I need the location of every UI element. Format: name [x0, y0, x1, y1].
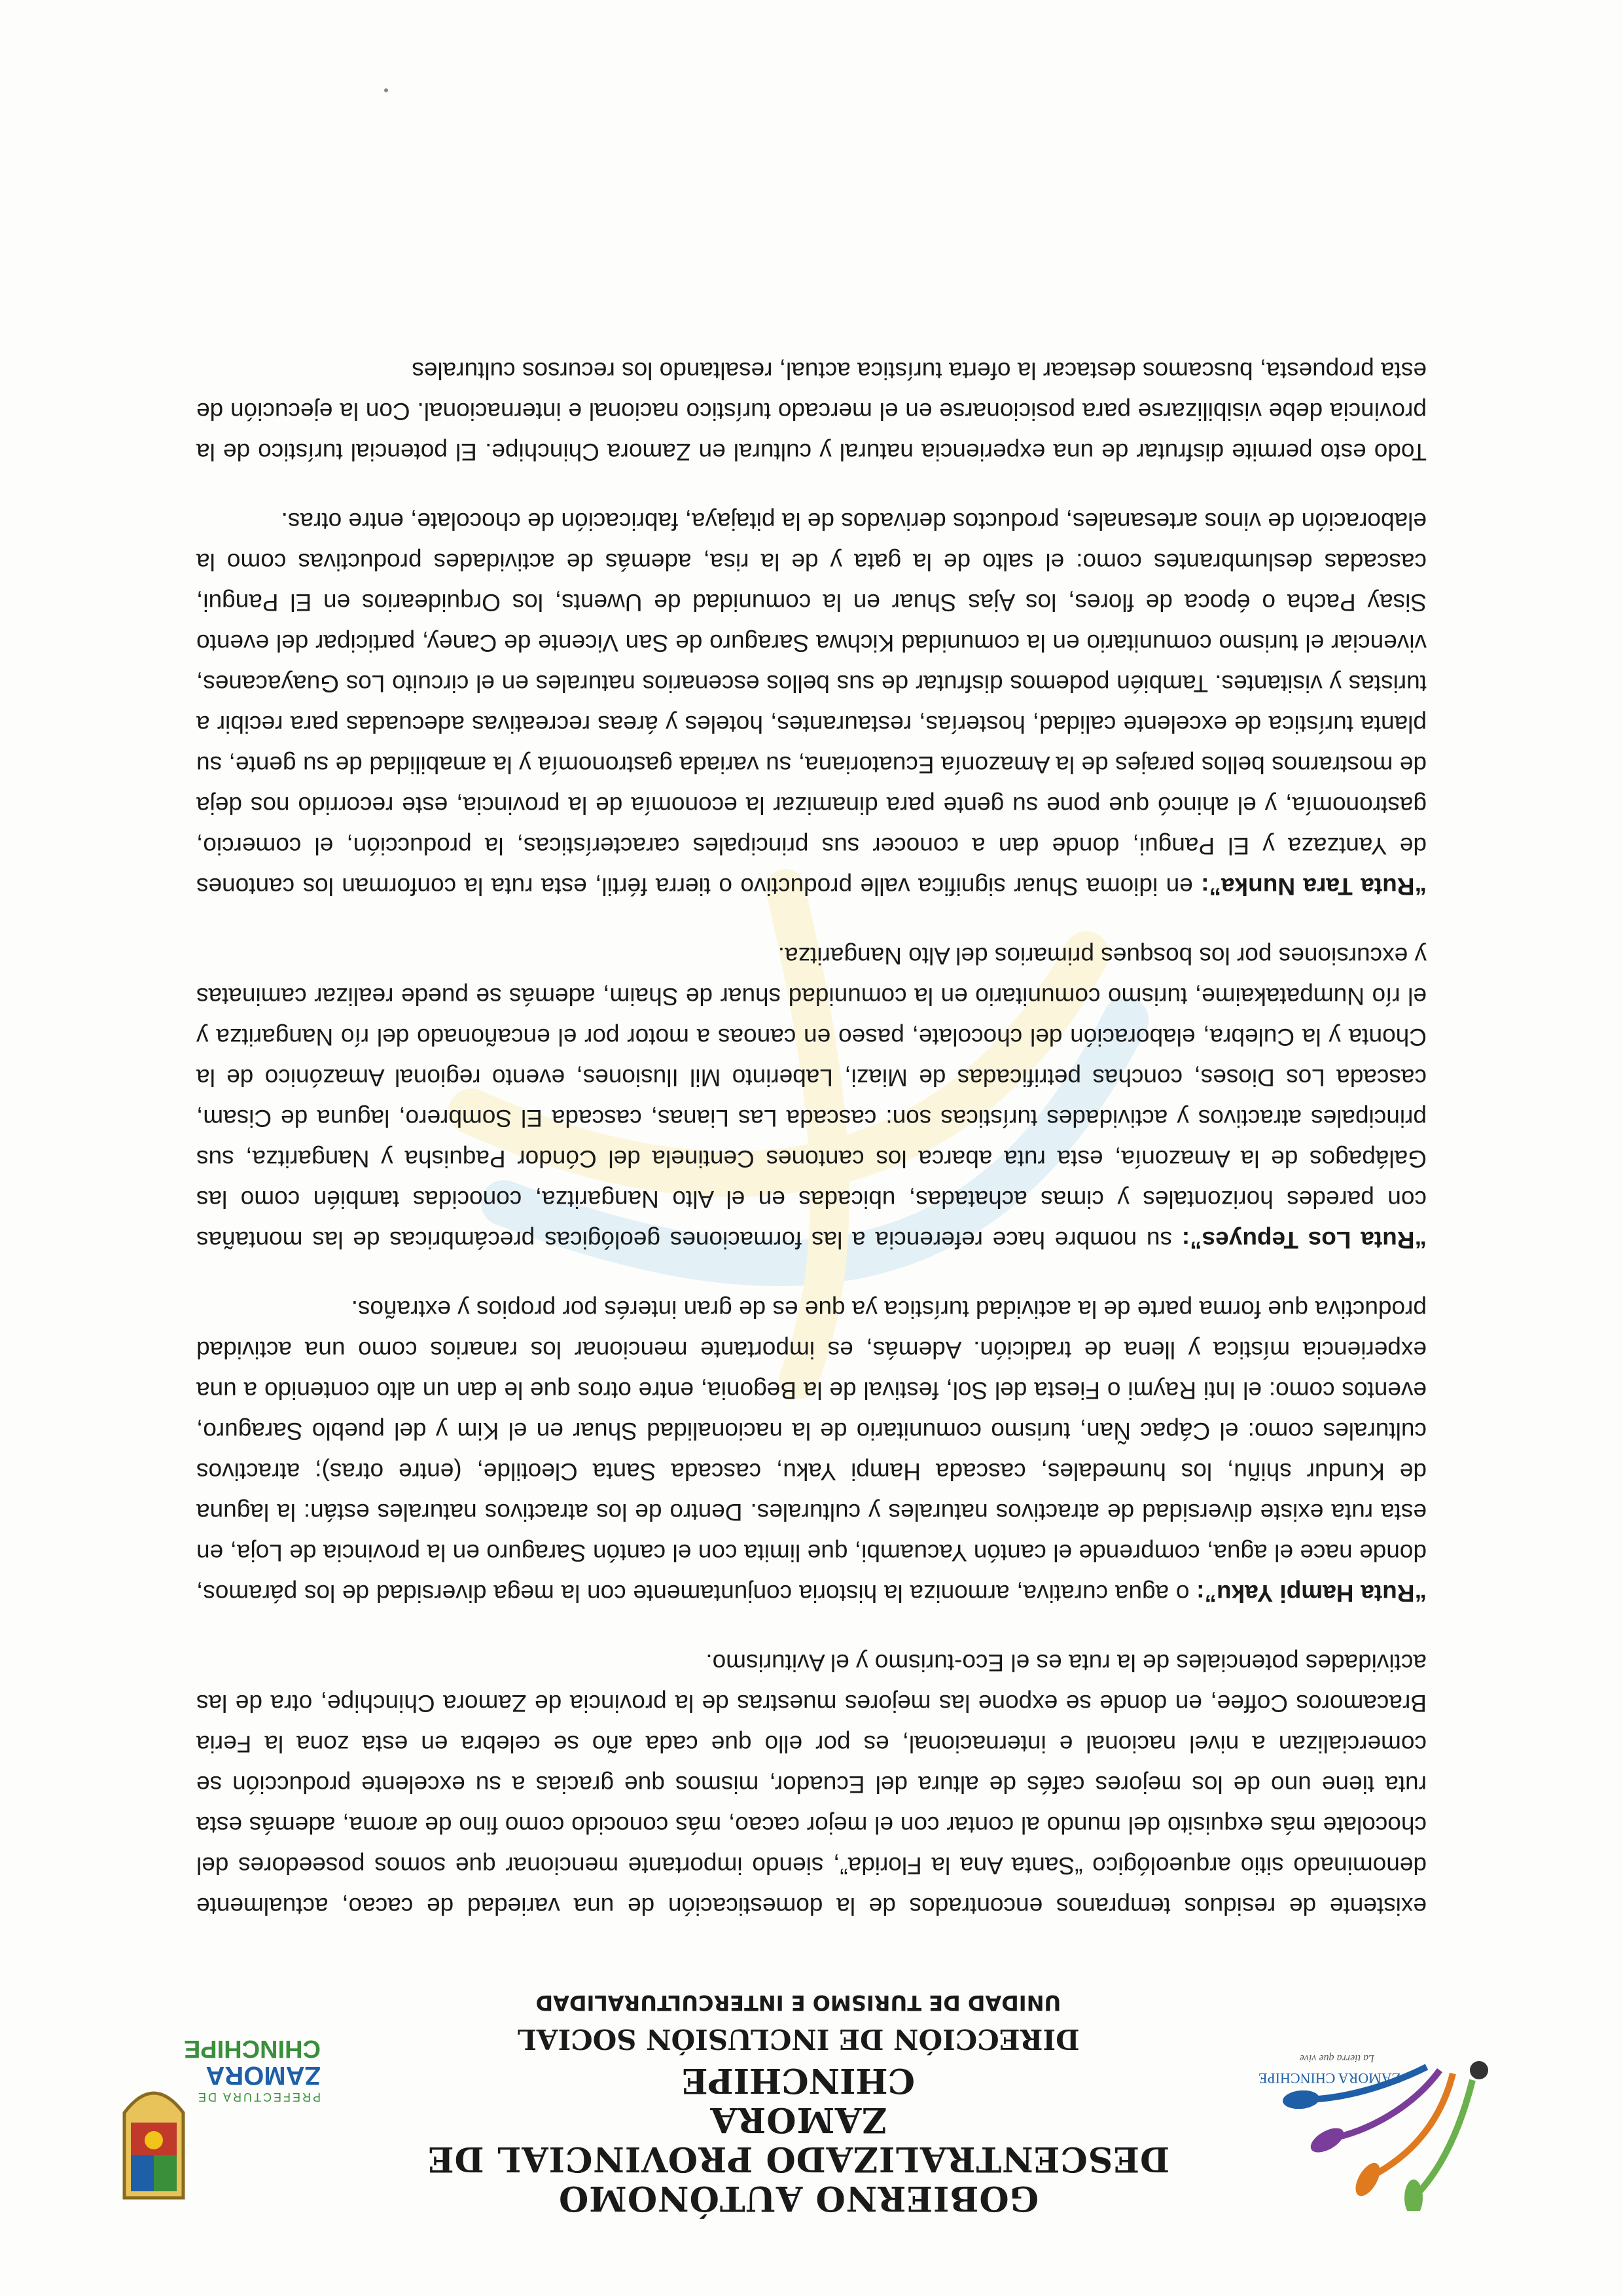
left-logo-name: ZAMORA CHINCHIPE	[1258, 2070, 1400, 2087]
header-line-4: UNIDAD DE TURISMO E INTERCULTURALIDAD	[535, 1990, 1061, 2015]
route-name: “Ruta Tara Nunka”:	[1201, 873, 1427, 900]
route-text: en idioma Shuar significa valle productivo o tierra fértil, esta ruta la conforman los cantones de Yantzaza y El Pangui, donde dan a conocer sus principales características, la producción, el comercio, gastronomía, y el ahincó que pone su gente para dinamizar la economía de la provincia, este recorrido nos deja de mostrarnos bellos parajes de la Amazonía Ecuatoriana, su variada gastronomía y la amabilidad de su gente, su planta turística de excelente calidad, hosterías, restaurantes, hoteles y áreas recreativas adecuadas para recibir a turistas y visitantes. También podemos disfrutar de sus bellos escenarios naturales en el circuito Los Guayacanes, vivenciar el turismo comunitario en la comunidad Kichwa Saraguro de San Vicente de Caney, participar del evento Sisay Pacha o época de flores, los Ajas Shuar en la comunidad de Uwents, los Orquidearios en El Pangui, cascadas deslumbrantes como: el salto de la gata y de la risa, además de actividades productivas como la elaboración de vinos artesanales, productos derivados de la pitajaya, fabricación de chocolate, entre otras.	[196, 508, 1427, 900]
letterhead	[111, 1988, 1499, 2224]
route-text: su nombre hace referencia a las formaciones geológicas precámbricas de las montañas con paredes horizontales y cimas achatadas, ubicadas en el Alto Nangaritza, conocidas también como las Galápagos de la Amazonía, esta ruta abarca los cantones Centinela del Cóndor Paquisha y Nangaritza, sus principales atractivos y actividades turísticas son: cascada Las Lianas, cascada El Sombrero, laguna de Cisam, cascada Los Dioses, conchas petrificadas de Miazi, Laberinto Mil Ilusiones, evento regional Amazónico de la Chonta y la Culebra, elaboración del chocolate, paseo en canoas a motor por el encañonado del río Nangaritza y el río Numpatakaime, turismo comunitario en la comunidad shuar de Shaim, además se puede realizar caminatas y excursiones por los bosques primarios del Alto Nangaritza.	[196, 942, 1427, 1253]
prefectura-coat-of-arms-logo	[111, 2028, 334, 2224]
scan-mark-icon	[380, 84, 393, 97]
header-line-1: GOBIERNO AUTÓNOMO DESCENTRALIZADO PROVINCIAL DE ZAMORA	[427, 2100, 1170, 2218]
route-paragraph-hampi-yaku	[196, 1289, 1427, 1613]
route-name: “Ruta Hampi Yaku”:	[1196, 1580, 1427, 1607]
right-logo-top: PREFECTURA DE	[196, 2090, 321, 2104]
header-line-3: DIRECCIÓN DE INCLUSIÓN SOCIAL	[517, 2023, 1080, 2055]
route-paragraph-tara-nunka	[196, 501, 1427, 906]
left-logo-tagline: La tierra que vive	[1299, 2053, 1374, 2064]
route-paragraph-los-tepuyes	[196, 935, 1427, 1260]
route-text: o agua curativa, armoniza la historia conjuntamente con la mega diversidad de los páramos, donde nace el agua, comprende el cantón Yacuambi, que limita con el cantón Saraguro en la provincia de Loja, en esta ruta existe diversidad de atractivos naturales y culturales. Dentro de los atractivos naturales están: la laguna de Kundur shiñu, los humedales, cascada Hampi Yaku, cascada Santa Cleotilde, (entre otras); atractivos culturales como: el Cápac Ñan, turismo comunitario de la nacionalidad Shuar en el Kim y del pueblo Saraguro, eventos como: el Inti Raymi o Fiesta del Sol, festival de la Begonia, entre otros que le dan un alto contenido a una experiencia mística y llena de tradición. Además, es importante mencionar los ranarios como una actividad productiva que forma parte de la actividad turística ya que es de gran interés por propios y extraños.	[196, 1296, 1427, 1607]
right-logo-name-1: ZAMORA	[205, 2061, 321, 2090]
header-line-2: CHINCHIPE	[682, 2060, 915, 2100]
letterhead-title	[373, 1988, 1224, 2217]
intro-paragraph: existente de residuos tempranos encontrados de la domesticación de una variedad de cacao, actualmente denominado sitio arqueológico “Santa Ana la Florida”, siendo importante mencionar que somos poseedores del chocolate más exquisito del mundo al contar con el mejor cacao, más conocido como fino de aroma, además esta ruta tiene uno de los mejores cafés de altura del Ecuador, mismos que gracias a su excelente producción se comercializan a nivel nacional e internacional, es por ello que cada año se celebra en esta zona la Feria Bracamoros Coffee, en donde se expone las mejores muestras de la provincia de Zamora Chinchipe, otra de las actividades potenciales de la ruta es el Eco-turismo y el Aviturismo.	[196, 1649, 1427, 1920]
document-body	[196, 321, 1427, 1926]
closing-paragraph: Todo esto permite disfrutar de una experiencia natural y cultural en Zamora Chinchipe. El potencial turístico de la provincia debe visibilizarse para posicionarse en el mercado turístico nacional e internacional. Con la ejecución de esta propuesta, buscamos destacar la oferta turística actual, resaltando los recursos culturales	[196, 357, 1427, 465]
route-name: “Ruta Los Tepuyes”:	[1181, 1227, 1427, 1253]
right-logo-name-2: CHINCHIPE	[183, 2035, 321, 2062]
zamora-chinchipe-brand-logo	[1211, 2047, 1499, 2211]
